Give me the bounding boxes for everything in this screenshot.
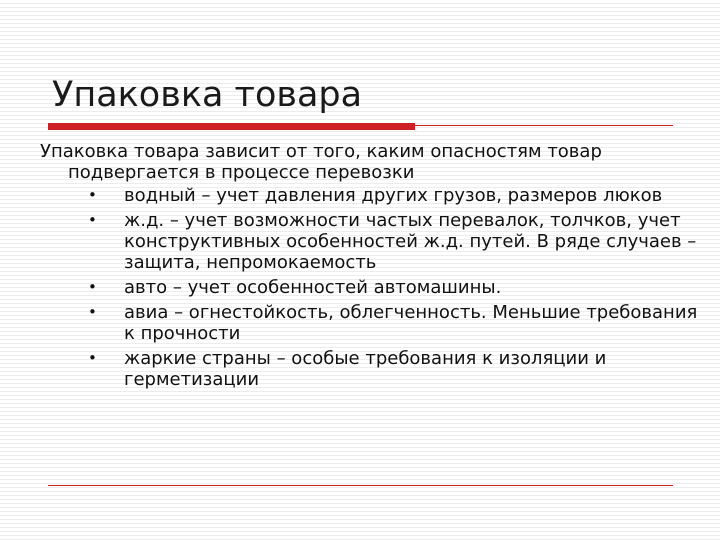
bullet-text: авто – учет особенностей автомашины.	[124, 277, 502, 298]
bullet-icon: •	[88, 278, 97, 296]
bullet-icon: •	[88, 303, 97, 321]
bullet-text: жаркие страны – особые требования к изоляции и герметизации	[124, 348, 607, 390]
bullet-list	[40, 185, 710, 390]
bullet-item-water	[40, 185, 710, 206]
bullet-item-auto	[40, 277, 710, 298]
bullet-icon: •	[88, 186, 97, 204]
bullet-item-air	[40, 302, 710, 344]
bullet-item-hot-countries	[40, 348, 710, 390]
title-underline-thin	[415, 125, 673, 126]
bullet-text: ж.д. – учет возможности частых перевалок, толчков, учет конструктивных особенностей ж.д. путей. В ряде случаев – защита, непромокаемость	[124, 210, 697, 273]
slide-body	[40, 141, 710, 394]
bullet-item-rail	[40, 210, 710, 273]
footer-divider	[48, 485, 673, 486]
bullet-text: водный – учет давления других грузов, размеров люков	[124, 185, 663, 206]
bullet-text: авиа – огнестойкость, облегченность. Меньшие требования к прочности	[124, 302, 698, 344]
bullet-icon: •	[88, 349, 97, 367]
slide-title: Упаковка товара	[52, 75, 363, 115]
intro-text: Упаковка товара зависит от того, каким опасностям товар подвергается в процессе перевозки	[40, 141, 602, 183]
bullet-icon: •	[88, 211, 97, 229]
title-underline-thick	[48, 123, 415, 130]
